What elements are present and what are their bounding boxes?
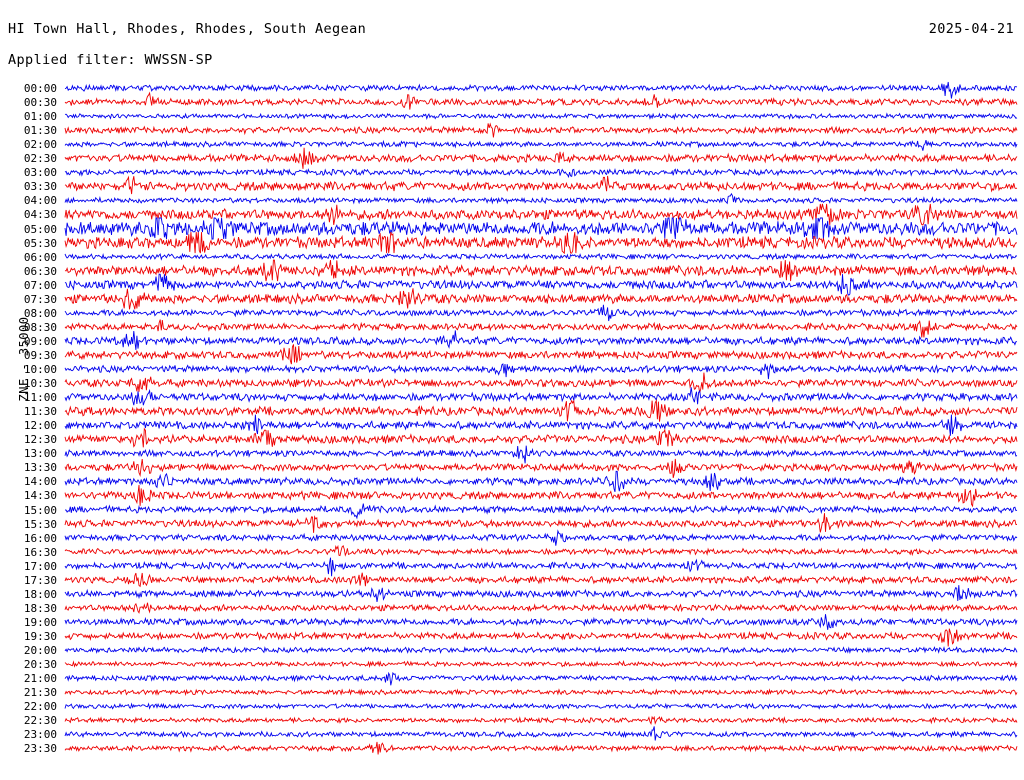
time-tick-0200: 02:00 — [23, 138, 57, 152]
time-tick-1030: 10:30 — [23, 377, 57, 391]
time-tick-2000: 20:00 — [23, 644, 57, 657]
record-date: 2025-04-21 — [928, 21, 1014, 37]
time-tick-0630: 06:30 — [23, 264, 57, 278]
time-tick-1230: 12:30 — [23, 433, 57, 447]
time-tick-0500: 05:00 — [23, 222, 57, 236]
trace-line — [65, 647, 1017, 652]
trace-line — [65, 288, 1017, 309]
trace-line — [65, 629, 1017, 647]
time-tick-0430: 04:30 — [23, 208, 57, 222]
time-tick-1500: 15:00 — [23, 503, 57, 517]
trace-line — [65, 204, 1017, 225]
time-tick-2200: 22:00 — [23, 700, 57, 714]
trace-line — [65, 148, 1017, 169]
trace-line — [65, 531, 1017, 546]
time-tick-1100: 11:00 — [23, 391, 57, 405]
time-tick-1430: 14:30 — [23, 489, 57, 503]
time-tick-1600: 16:00 — [23, 531, 57, 545]
time-tick-0400: 04:00 — [23, 194, 57, 208]
trace-line — [65, 320, 1017, 338]
trace-line — [65, 260, 1017, 281]
trace-line — [65, 558, 1017, 577]
trace-line — [65, 364, 1017, 379]
time-tick-1800: 18:00 — [23, 587, 57, 601]
time-tick-1000: 10:00 — [23, 363, 57, 376]
trace-line — [65, 274, 1017, 295]
trace-line — [65, 614, 1017, 630]
trace-line — [65, 546, 1017, 556]
trace-line — [65, 344, 1017, 364]
trace-line — [65, 485, 1017, 506]
time-tick-2100: 21:00 — [23, 672, 57, 686]
time-tick-2300: 23:00 — [23, 728, 57, 742]
time-tick-0930: 09:30 — [23, 348, 57, 362]
trace-line — [65, 573, 1017, 587]
trace-line — [65, 169, 1017, 177]
time-tick-1930: 19:30 — [23, 629, 57, 643]
time-tick-1730: 17:30 — [23, 573, 57, 587]
trace-line — [65, 742, 1017, 755]
trace-line — [65, 254, 1017, 259]
time-tick-1630: 16:30 — [23, 545, 57, 559]
time-tick-1830: 18:30 — [23, 601, 57, 615]
trace-line — [65, 387, 1017, 405]
applied-filter-label: Applied filter: WWSSN-SP — [8, 52, 213, 68]
trace-line — [65, 726, 1017, 740]
time-tick-0130: 01:30 — [23, 124, 57, 138]
time-tick-2230: 22:30 — [23, 714, 57, 728]
trace-line — [65, 140, 1017, 151]
time-tick-0700: 07:00 — [23, 278, 57, 292]
trace-line — [65, 123, 1017, 137]
trace-line — [65, 446, 1017, 464]
trace-line — [65, 504, 1017, 518]
time-tick-1900: 19:00 — [23, 615, 57, 629]
trace-line — [65, 673, 1017, 685]
trace-line — [65, 330, 1017, 350]
trace-line — [65, 603, 1017, 613]
trace-line — [65, 662, 1017, 667]
trace-line — [65, 471, 1017, 492]
time-tick-1700: 17:00 — [23, 559, 57, 573]
time-tick-0900: 09:00 — [23, 334, 57, 348]
trace-line — [65, 218, 1017, 239]
trace-line — [65, 459, 1017, 478]
trace-line — [65, 717, 1017, 724]
trace-line — [65, 93, 1017, 110]
trace-line — [65, 704, 1017, 709]
time-tick-2130: 21:30 — [23, 686, 57, 700]
time-tick-0600: 06:00 — [23, 250, 57, 264]
trace-line — [65, 232, 1017, 253]
trace-line — [65, 513, 1017, 533]
time-tick-0300: 03:00 — [23, 166, 57, 180]
time-tick-0100: 01:00 — [23, 110, 57, 124]
time-tick-2330: 23:30 — [23, 742, 57, 756]
trace-line — [65, 429, 1017, 448]
trace-line — [65, 401, 1017, 422]
time-tick-0730: 07:30 — [23, 292, 57, 306]
time-tick-0000: 00:00 — [23, 82, 57, 95]
time-tick-1530: 15:30 — [23, 517, 57, 531]
time-tick-1130: 11:30 — [23, 405, 57, 419]
time-tick-1200: 12:00 — [23, 419, 57, 433]
time-tick-0800: 08:00 — [23, 306, 57, 320]
time-tick-1300: 13:00 — [23, 447, 57, 461]
time-tick-1400: 14:00 — [23, 475, 57, 489]
time-tick-0330: 03:30 — [23, 180, 57, 194]
time-tick-0230: 02:30 — [23, 152, 57, 166]
trace-line — [65, 114, 1017, 119]
time-tick-0530: 05:30 — [23, 236, 57, 250]
y-axis-label: ZNE - 35000 — [17, 316, 31, 402]
trace-line — [65, 373, 1017, 393]
time-tick-0830: 08:30 — [23, 320, 57, 334]
time-tick-1330: 13:30 — [23, 461, 57, 475]
trace-line — [65, 82, 1017, 99]
trace-line — [65, 585, 1017, 602]
time-tick-0030: 00:30 — [23, 96, 57, 110]
trace-line — [65, 690, 1017, 695]
trace-line — [65, 194, 1017, 204]
trace-line — [65, 415, 1017, 436]
page-title: HI Town Hall, Rhodes, Rhodes, South Aegean — [8, 21, 367, 37]
trace-line — [65, 176, 1017, 194]
trace-line — [65, 305, 1017, 321]
time-tick-2030: 20:30 — [23, 658, 57, 672]
